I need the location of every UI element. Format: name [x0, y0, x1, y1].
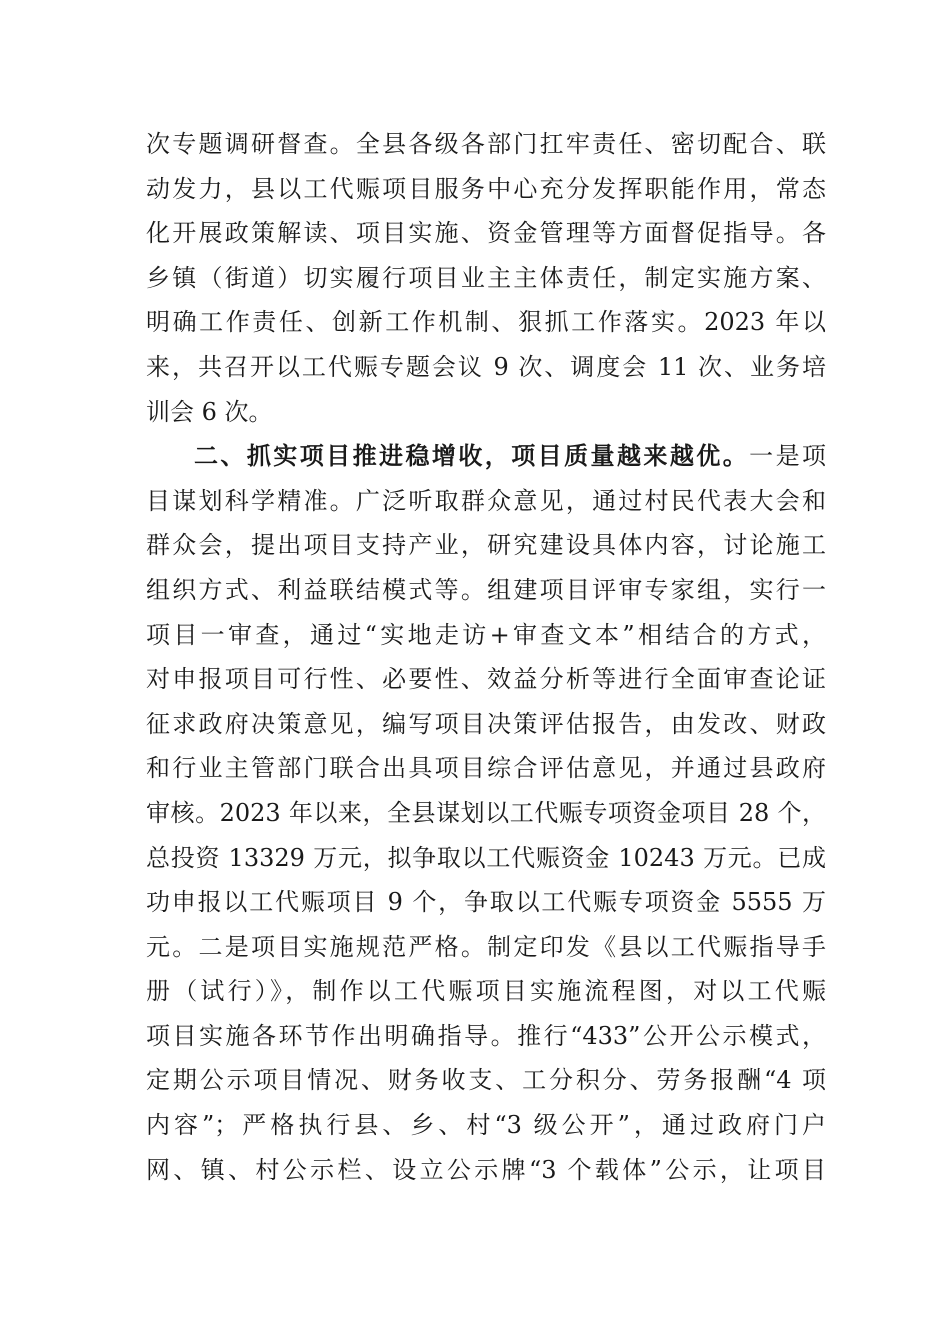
section-first-line-rest: 一是项	[749, 442, 827, 471]
text-line: 网、镇、村公示栏、设立公示牌“3 个载体”公示，让项目	[146, 1155, 826, 1184]
text-line: 群众会，提出项目支持产业，研究建设具体内容，讨论施工	[146, 531, 826, 560]
text-line: 和行业主管部门联合出具项目综合评估意见，并通过县政府	[146, 754, 826, 783]
text-line: 乡镇（街道）切实履行项目业主主体责任，制定实施方案、	[146, 263, 826, 292]
text-line: 总投资 13329 万元，拟争取以工代赈资金 10243 万元。已成	[146, 843, 826, 872]
section-heading: 二、抓实项目推进稳增收，项目质量越来越优。	[194, 442, 750, 471]
text-line: 组织方式、利益联结模式等。组建项目评审专家组，实行一	[146, 575, 826, 604]
text-line: 次专题调研督查。全县各级各部门扛牢责任、密切配合、联	[146, 130, 826, 158]
text-line: 册（试行）》，制作以工代赈项目实施流程图，对以工代赈	[146, 977, 826, 1006]
body-text	[146, 122, 826, 1192]
text-line: 定期公示项目情况、财务收支、工分积分、劳务报酬“4 项	[146, 1066, 826, 1095]
text-line: 元。二是项目实施规范严格。制定印发《县以工代赈指导手	[146, 932, 826, 961]
text-line: 内容”；严格执行县、乡、村“3 级公开”，通过政府门户	[146, 1111, 826, 1140]
text-line: 审核。2023 年以来，全县谋划以工代赈专项资金项目 28 个，	[146, 798, 826, 827]
text-line: 征求政府决策意见，编写项目决策评估报告，由发改、财政	[146, 709, 826, 738]
section-heading-line	[146, 434, 826, 479]
text-line: 项目一审查，通过“实地走访+审查文本”相结合的方式，	[146, 620, 826, 649]
text-line: 来，共召开以工代赈专题会议 9 次、调度会 11 次、业务培	[146, 352, 826, 381]
text-line: 对申报项目可行性、必要性、效益分析等进行全面审查论证	[146, 665, 826, 694]
text-line: 功申报以工代赈项目 9 个，争取以工代赈专项资金 5555 万	[146, 888, 826, 917]
text-line: 目谋划科学精准。广泛听取群众意见，通过村民代表大会和	[146, 486, 826, 515]
text-line: 动发力，县以工代赈项目服务中心充分发挥职能作用，常态	[146, 174, 826, 203]
text-line: 项目实施各环节作出明确指导。推行“433”公开公示模式，	[146, 1021, 826, 1050]
text-line: 化开展政策解读、项目实施、资金管理等方面督促指导。各	[146, 219, 826, 248]
text-line: 明确工作责任、创新工作机制、狠抓工作落实。2023 年以	[146, 308, 826, 337]
text-line: 训会 6 次。	[146, 397, 273, 426]
